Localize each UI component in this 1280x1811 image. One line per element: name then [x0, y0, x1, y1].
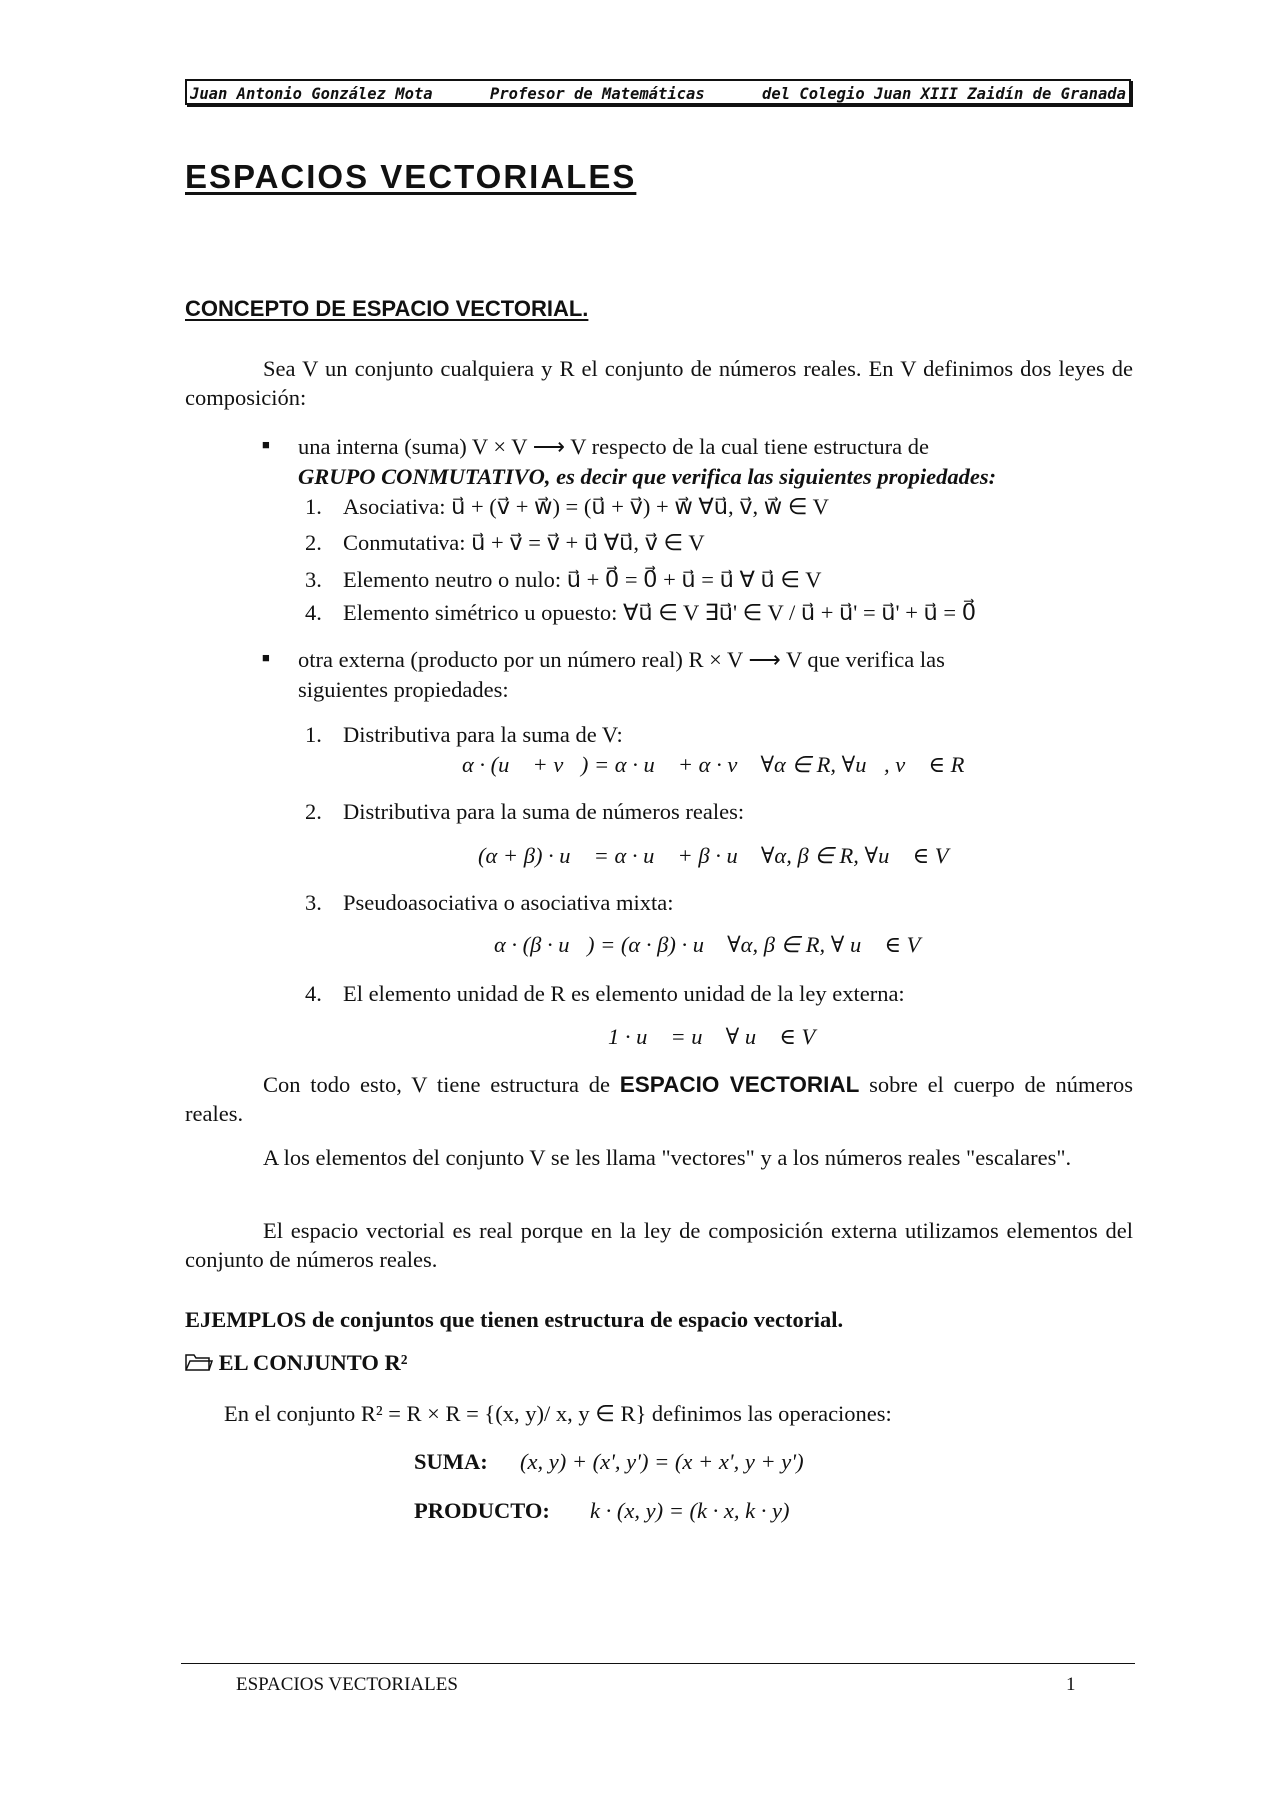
- external-prop-4: [305, 979, 905, 1008]
- prop-number: 1.: [305, 722, 322, 747]
- external-law-line2: siguientes propiedades:: [298, 677, 509, 702]
- external-law-line1: otra externa (producto por un número real) R × V ⟶ V que verifica las: [298, 647, 945, 672]
- prop-number: 4.: [305, 981, 322, 1006]
- producto-label: PRODUCTO:: [414, 1498, 550, 1523]
- prop-text: Asociativa: u⃗ + (v⃗ + w⃗) = (u⃗ + v⃗) + w⃗ ∀u⃗, v⃗, w⃗ ∈ V: [343, 494, 829, 519]
- prop-text: Distributiva para la suma de V:: [343, 722, 623, 747]
- internal-prop-4: [305, 598, 976, 627]
- section-heading: CONCEPTO DE ESPACIO VECTORIAL.: [185, 296, 589, 321]
- external-formula-2: (α + β) · u⃗ = α · u⃗ + β · u⃗ ∀α, β ∈ R, ∀u⃗ ∈ V: [478, 843, 949, 868]
- page-header: [185, 79, 1131, 105]
- prop-number: 3.: [305, 567, 322, 592]
- suma-formula: (x, y) + (x', y') = (x + x', y + y'): [520, 1449, 804, 1474]
- internal-law-line2: GRUPO CONMUTATIVO, es decir que verifica las siguientes propiedades:: [298, 464, 997, 489]
- conclusion-bold: ESPACIO VECTORIAL: [619, 1072, 860, 1097]
- internal-law-line1: una interna (suma) V × V ⟶ V respecto de la cual tiene estructura de: [298, 434, 930, 459]
- prop-number: 1.: [305, 494, 322, 519]
- prop-number: 2.: [305, 799, 322, 824]
- producto-line: [414, 1496, 789, 1525]
- examples-heading: EJEMPLOS de conjuntos que tienen estructura de espacio vectorial.: [185, 1307, 844, 1332]
- external-prop-1: [305, 720, 623, 749]
- prop-text: Conmutativa: u⃗ + v⃗ = v⃗ + u⃗ ∀u⃗, v⃗ ∈ V: [343, 530, 705, 555]
- suma-line: [414, 1447, 804, 1476]
- header-author: Juan Antonio González Mota: [190, 85, 433, 103]
- set-title: [185, 1348, 408, 1377]
- examples-intro: En el conjunto R² = R × R = {(x, y)/ x, y ∈ R} definimos las operaciones:: [224, 1401, 892, 1426]
- prop-text: El elemento unidad de R es elemento unidad de la ley externa:: [343, 981, 905, 1006]
- intro-paragraph: Sea V un conjunto cualquiera y R el conjunto de números reales. En V definimos dos leyes de composición:: [185, 356, 1133, 410]
- external-formula-3: α · (β · u⃗) = (α · β) · u⃗ ∀α, β ∈ R, ∀ u⃗ ∈ V: [494, 932, 921, 957]
- document-title: ESPACIOS VECTORIALES: [185, 158, 637, 195]
- header-school: del Colegio Juan XIII Zaidín de Granada: [762, 85, 1126, 103]
- page-number: 1: [1066, 1674, 1076, 1695]
- conclusion-paragraph-3: El espacio vectorial es real porque en la ley de composición externa utilizamos elementos del conjunto de números reales.: [185, 1218, 1133, 1272]
- conclusion-text: Con todo esto, V tiene estructura de: [263, 1072, 620, 1097]
- prop-text: Distributiva para la suma de números reales:: [343, 799, 745, 824]
- footer-divider: [181, 1663, 1135, 1664]
- external-prop-2: [305, 797, 744, 826]
- prop-text: Pseudoasociativa o asociativa mixta:: [343, 890, 674, 915]
- footer-title: ESPACIOS VECTORIALES: [236, 1674, 458, 1695]
- conclusion-text: sobre el cuerpo de números reales.: [185, 1072, 1133, 1126]
- producto-formula: k · (x, y) = (k · x, k · y): [590, 1498, 790, 1523]
- external-formula-1: α · (u⃗ + v⃗) = α · u⃗ + α · v⃗ ∀α ∈ R, ∀u⃗, v⃗ ∈ R: [462, 752, 965, 777]
- bullet-icon: ■: [262, 437, 270, 452]
- conclusion-paragraph-1: [185, 1070, 1133, 1128]
- external-formula-4: 1 · u⃗ = u⃗ ∀ u⃗ ∈ V: [608, 1024, 816, 1049]
- prop-text: Elemento neutro o nulo: u⃗ + 0⃗ = 0⃗ + u⃗ = u⃗ ∀ u⃗ ∈ V: [343, 567, 822, 592]
- prop-text: Elemento simétrico u opuesto: ∀u⃗ ∈ V ∃u⃗' ∈ V / u⃗ + u⃗' = u⃗' + u⃗ = 0⃗: [343, 600, 977, 625]
- prop-number: 3.: [305, 890, 322, 915]
- folder-icon: [185, 1350, 219, 1375]
- suma-label: SUMA:: [414, 1449, 488, 1474]
- prop-number: 2.: [305, 530, 322, 555]
- internal-prop-3: [305, 565, 821, 594]
- external-prop-3: [305, 888, 674, 917]
- prop-number: 4.: [305, 600, 322, 625]
- internal-prop-1: [305, 492, 829, 521]
- header-role: Profesor de Matemáticas: [490, 85, 705, 103]
- conclusion-paragraph-2: A los elementos del conjunto V se les llama "vectores" y a los números reales "escalares".: [263, 1145, 1072, 1170]
- internal-prop-2: [305, 528, 705, 557]
- set-title-text: EL CONJUNTO R²: [218, 1350, 408, 1375]
- bullet-icon: ■: [262, 650, 270, 665]
